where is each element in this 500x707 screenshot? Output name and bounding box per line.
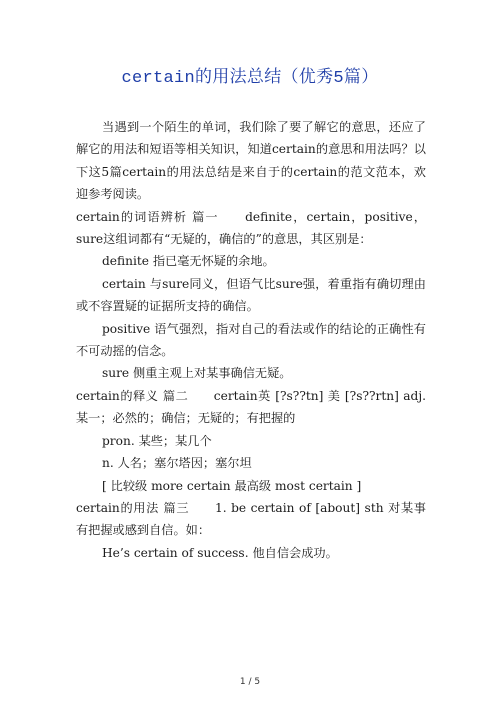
pron-paragraph: pron. 某些；某几个 xyxy=(102,433,212,448)
positive-paragraph: positive 语气强烈，指对自己的看法或作的结论的正确性有不可动摇的信念。 xyxy=(76,321,426,359)
sure-paragraph: sure 侧重主观上对某事确信无疑。 xyxy=(102,366,292,381)
definite-paragraph: definite 指已毫无怀疑的余地。 xyxy=(102,254,275,269)
certain-paragraph: certain 与sure同义，但语气比sure强，着重指有确切理由或不容置疑的证据所支持的确信。 xyxy=(76,276,426,314)
comparison-paragraph: [ 比较级 more certain 最高级 most certain ] xyxy=(102,478,362,493)
section-1-heading-paragraph: certain的词语辨析 篇一 definite，certain，positive，sure这组词都有“无疑的，确信的”的意思，其区别是： xyxy=(76,209,426,247)
noun-paragraph: n. 人名；塞尔塔因；塞尔坦 xyxy=(102,456,252,471)
section-3-heading-paragraph: certain的用法 篇三 1. be certain of [about] sth 对某事有把握或感到自信。如： xyxy=(76,500,426,538)
intro-paragraph: 当遇到一个陌生的单词，我们除了要了解它的意思，还应了解它的用法和短语等相关知识，知道certain的意思和用法吗？以下这5篇certain的用法总结是来自于的certain的范文范本，欢迎参考阅读。 xyxy=(76,120,426,202)
page-number: 1 / 5 xyxy=(239,677,261,687)
section-2-heading-paragraph: certain的释义 篇二 certain英 [?s??tn] 美 [?s??rtn] adj. 某一；必然的；确信；无疑的；有把握的 xyxy=(76,388,426,426)
example-paragraph: He’s certain of success. 他自信会成功。 xyxy=(102,545,338,560)
document-body xyxy=(76,116,426,564)
document-title: certain的用法总结（优秀5篇） xyxy=(121,69,379,88)
